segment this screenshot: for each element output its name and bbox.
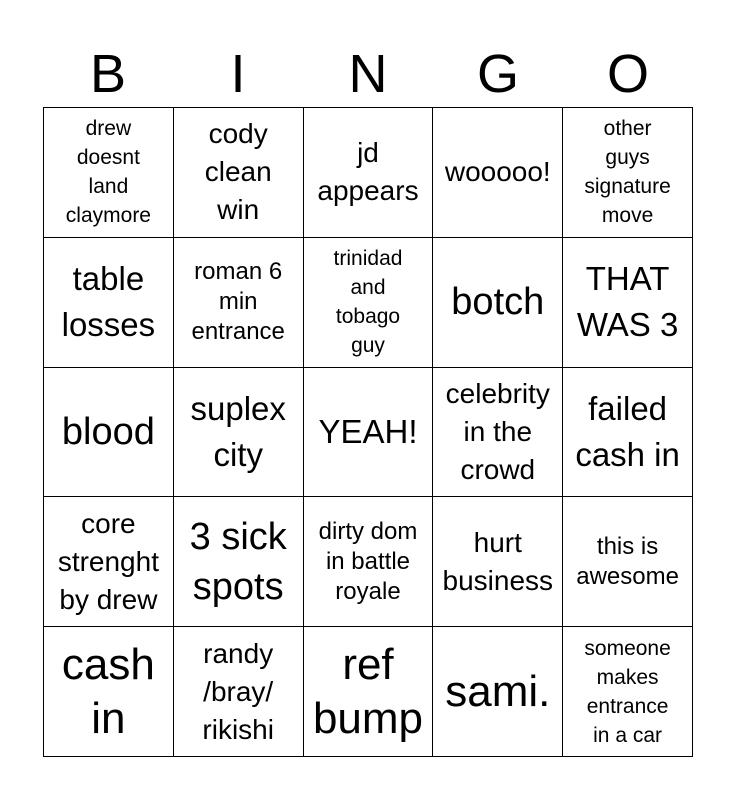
bingo-cell[interactable]: [174, 627, 304, 757]
cell-text: cody clean win: [204, 118, 272, 226]
cell-text: celebrity in the crowd: [445, 377, 550, 485]
header-letter-n: N: [348, 44, 388, 104]
cell-text: trinidad and tobago guy: [333, 247, 403, 358]
bingo-cell[interactable]: [433, 497, 563, 627]
bingo-cell[interactable]: [44, 627, 174, 757]
bingo-cell[interactable]: [304, 497, 434, 627]
cell-text: sami.: [445, 666, 551, 716]
cell-text: hurt business: [442, 526, 554, 596]
bingo-cell[interactable]: [304, 368, 434, 498]
cell-text: botch: [451, 281, 545, 324]
header-letter-g: G: [476, 44, 519, 104]
cell-text: someone makes entrance in a car: [584, 636, 671, 747]
bingo-header: [43, 40, 693, 108]
cell-text: randy /bray/ rikishi: [202, 637, 274, 745]
bingo-cell[interactable]: [563, 108, 693, 238]
bingo-cell[interactable]: [433, 238, 563, 368]
bingo-cell[interactable]: [44, 368, 174, 498]
header-letter-b: B: [89, 44, 127, 104]
bingo-cell[interactable]: [44, 108, 174, 238]
cell-text: other guys signature move: [584, 117, 671, 228]
cell-text: ref bump: [312, 639, 424, 743]
cell-text: blood: [61, 410, 155, 453]
cell-text: cash in: [61, 639, 155, 743]
bingo-cell[interactable]: [174, 497, 304, 627]
header-letter-o: O: [606, 44, 649, 104]
header-letter-i: I: [230, 44, 246, 104]
cell-text: YEAH!: [318, 412, 418, 450]
bingo-cell[interactable]: [44, 497, 174, 627]
cell-text: this is awesome: [576, 532, 679, 590]
bingo-cell[interactable]: [304, 627, 434, 757]
bingo-cell[interactable]: [563, 497, 693, 627]
cell-text: table losses: [61, 260, 156, 344]
cell-text: 3 sick spots: [189, 515, 287, 608]
bingo-cell[interactable]: [304, 238, 434, 368]
cell-text: failed cash in: [575, 389, 680, 473]
bingo-cell[interactable]: [44, 238, 174, 368]
cell-text: THAT WAS 3: [576, 260, 679, 344]
cell-text: jd appears: [317, 137, 419, 207]
bingo-cell[interactable]: [304, 108, 434, 238]
cell-text: core strenght by drew: [57, 507, 159, 615]
bingo-cell[interactable]: [433, 108, 563, 238]
bingo-cell[interactable]: [174, 238, 304, 368]
bingo-cell[interactable]: [174, 108, 304, 238]
bingo-cell[interactable]: [433, 627, 563, 757]
bingo-cell[interactable]: [563, 238, 693, 368]
cell-text: roman 6 min entrance: [191, 258, 285, 346]
bingo-cell[interactable]: [433, 368, 563, 498]
bingo-cell[interactable]: [563, 627, 693, 757]
cell-text: wooooo!: [444, 156, 551, 188]
bingo-cell[interactable]: [563, 368, 693, 498]
cell-text: drew doesnt land claymore: [65, 117, 151, 228]
cell-text: suplex city: [190, 389, 286, 473]
cell-text: dirty dom in battle royale: [318, 517, 418, 605]
bingo-cell[interactable]: [174, 368, 304, 498]
bingo-board: [43, 107, 693, 757]
